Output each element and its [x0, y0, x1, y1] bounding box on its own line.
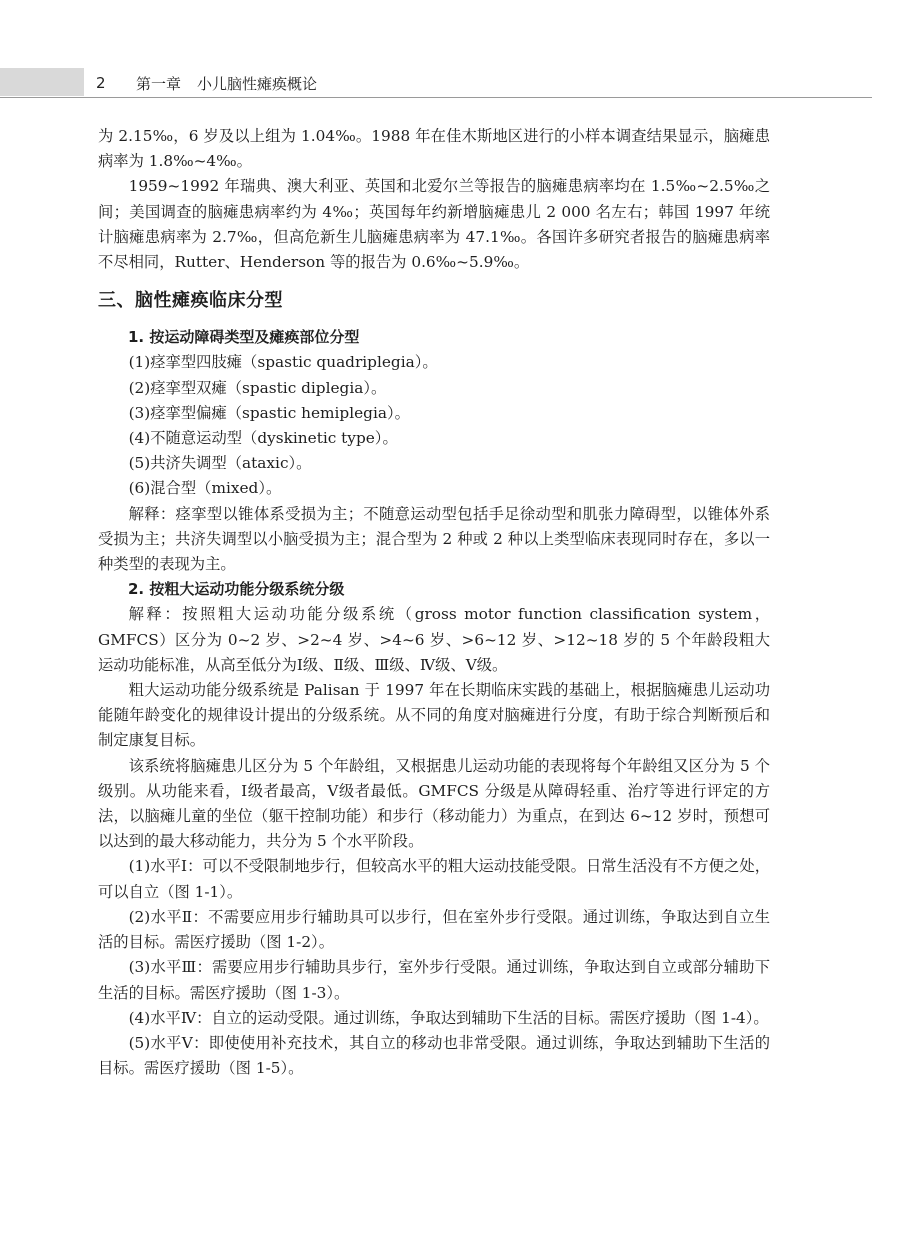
running-header: [96, 70, 317, 96]
paragraph: 1959~1992 年瑞典、澳大利亚、英国和北爱尔兰等报告的脑瘫患病率均在 1.5‰~2.5‰之间；美国调查的脑瘫患病率约为 4‰；英国每年约新增脑瘫患儿 2 000 名左右；韩国 1997 年统计脑瘫患病率为 2.7‰，但高危新生儿脑瘫患病率为 47.1‰。各国许多研究者报告的脑瘫患病率不尽相同，Rutter、Henderson 等的报告为 0.6‰~5.9‰。: [98, 177, 770, 272]
paragraph: 该系统将脑瘫患儿区分为 5 个年龄组，又根据患儿运动功能的表现将每个年龄组又区分为 5 个级别。从功能来看，Ⅰ级者最高，Ⅴ级者最低。GMFCS 分级是从障碍轻重、治疗等进行评定的方法，以脑瘫儿童的坐位（躯干控制功能）和步行（移动能力）为重点，在到达 6~12 岁时，预想可以达到的最大移动能力，共分为 5 个水平阶段。: [98, 756, 770, 851]
list-item: (1)痉挛型四肢瘫（spastic quadriplegia）。: [128, 353, 438, 372]
chapter-label: 第一章: [136, 74, 182, 93]
list-item: (2)痉挛型双瘫（spastic diplegia）。: [128, 378, 387, 397]
subsection-heading: 2. 按粗大运动功能分级系统分级: [128, 580, 345, 599]
paragraph: 解释：按照粗大运动功能分级系统（gross motor function classification system，GMFCS）区分为 0~2 岁、>2~4 岁、>4~6 岁、>6~12 岁、>12~18 岁的 5 个年龄段粗大运动功能标准，从高至低分为Ⅰ级、Ⅱ级、Ⅲ级、Ⅳ级、Ⅴ级。: [98, 605, 770, 674]
page-tab-marker: [0, 68, 84, 96]
list-item: (5)共济失调型（ataxic）。: [128, 454, 312, 473]
page-number: 2: [96, 74, 106, 92]
list-item: (5)水平Ⅴ：即使使用补充技术，其自立的移动也非常受限。通过训练，争取达到辅助下生活的目标。需医疗援助（图 1-5）。: [98, 1033, 770, 1078]
list-item: (2)水平Ⅱ：不需要应用步行辅助具可以步行，但在室外步行受限。通过训练，争取达到自立生活的目标。需医疗援助（图 1-2）。: [98, 907, 770, 952]
chapter-title: 小儿脑性瘫痪概论: [197, 74, 318, 93]
list-item: (3)痉挛型偏瘫（spastic hemiplegia）。: [128, 403, 410, 422]
section-heading: 三、脑性瘫痪临床分型: [98, 290, 283, 312]
page-body: [98, 124, 770, 1081]
paragraph: 粗大运动功能分级系统是 Palisan 于 1997 年在长期临床实践的基础上，根据脑瘫患儿运动功能随年龄变化的规律设计提出的分级系统。从不同的角度对脑瘫进行分度，有助于综合判断预后和制定康复目标。: [98, 681, 770, 750]
paragraph: 解释：痉挛型以锥体系受损为主；不随意运动型包括手足徐动型和肌张力障碍型，以锥体外系受损为主；共济失调型以小脑受损为主；混合型为 2 种或 2 种以上类型临床表现同时存在，多以一种类型的表现为主。: [98, 504, 770, 574]
paragraph: 为 2.15‰，6 岁及以上组为 1.04‰。1988 年在佳木斯地区进行的小样本调查结果显示，脑瘫患病率为 1.8‰~4‰。: [98, 127, 770, 171]
list-item: (6)混合型（mixed）。: [128, 479, 282, 498]
list-item: (1)水平Ⅰ：可以不受限制地步行，但较高水平的粗大运动技能受限。日常生活没有不方便之处，可以自立（图 1-1）。: [98, 857, 770, 901]
list-item: (4)水平Ⅳ：自立的运动受限。通过训练，争取达到辅助下生活的目标。需医疗援助（图 1-4）。: [128, 1008, 769, 1027]
header-rule: [0, 97, 872, 98]
list-item: (4)不随意运动型（dyskinetic type）。: [128, 429, 398, 448]
list-item: (3)水平Ⅲ：需要应用步行辅助具步行，室外步行受限。通过训练，争取达到自立或部分辅助下生活的目标。需医疗援助（图 1-3）。: [98, 958, 770, 1002]
subsection-heading: 1. 按运动障碍类型及瘫痪部位分型: [128, 328, 360, 347]
